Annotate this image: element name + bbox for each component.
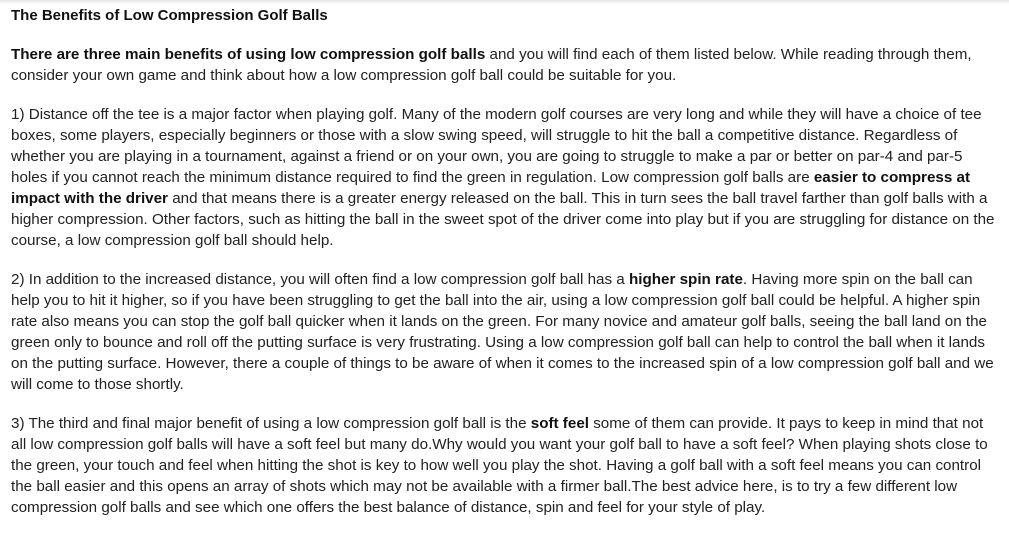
intro-emphasis: There are three main benefits of using low compression golf balls xyxy=(11,46,486,63)
intro-paragraph xyxy=(11,44,1001,86)
benefit-paragraph-distance xyxy=(11,104,1001,251)
feel-text-end: some of them can provide. It pays to keep in mind that not all low compression golf balls will have a soft feel but many do.Why would you want your golf ball to have a soft feel? When playing shots close to the green, your touch and feel when hitting the shot is key to how well you play the shot. Having a golf ball with a soft feel means you can control the ball easier and this opens an array of shots which may not be available with a firmer ball.The best advice here, is to try a few different low compression golf balls and see which one offers the best balance of distance, spin and feel for your style of play. xyxy=(11,415,988,516)
spin-text-start: 2) In addition to the increased distance, you will often find a low compression golf ball has a xyxy=(11,271,629,288)
feel-emphasis: soft feel xyxy=(530,415,589,432)
distance-text-start: 1) Distance off the tee is a major factor when playing golf. Many of the modern golf courses are very long and while they will have a choice of tee boxes, some players, especially beginners or those with a slow swing speed, will struggle to hit the ball a competitive distance. Regardless of whether you are playing in a tournament, against a friend or on your own, you are going to struggle to make a par or better on par-4 and par-5 holes if you cannot reach the minimum distance required to find the green in regulation. Low compression golf balls are xyxy=(11,106,982,186)
benefit-paragraph-spin xyxy=(11,269,1001,395)
top-divider xyxy=(0,0,1009,4)
spin-text-end: . Having more spin on the ball can help you to hit it higher, so if you have been struggling to get the ball into the air, using a low compression golf ball could be helpful. A higher spin rate also means you can stop the golf ball quicker when it lands on the green. For many novice and amateur golf balls, seeing the ball land on the green only to bounce and roll off the putting surface is very frustrating. Using a low compression golf ball can help to control the ball when it lands on the putting surface. However, there a couple of things to be aware of when it comes to the increased spin of a low compression golf ball and we will come to those shortly. xyxy=(11,271,994,393)
feel-text-start: 3) The third and final major benefit of using a low compression golf ball is the xyxy=(11,415,531,432)
distance-emphasis: easier to compress at impact with the driver xyxy=(11,169,971,207)
spin-emphasis: higher spin rate xyxy=(628,271,743,288)
distance-text-end: and that means there is a greater energy released on the ball. This in turn sees the ball travel farther than golf balls with a higher compression. Other factors, such as hitting the ball in the sweet spot of the driver come into play but if you are struggling for distance on the course, a low compression golf ball should help. xyxy=(11,190,995,249)
intro-text: and you will find each of them listed below. While reading through them, consider your own game and think about how a low compression golf ball could be suitable for you. xyxy=(11,46,972,84)
article xyxy=(11,6,1001,518)
benefit-paragraph-feel xyxy=(11,413,1001,518)
article-title: The Benefits of Low Compression Golf Balls xyxy=(11,7,328,24)
